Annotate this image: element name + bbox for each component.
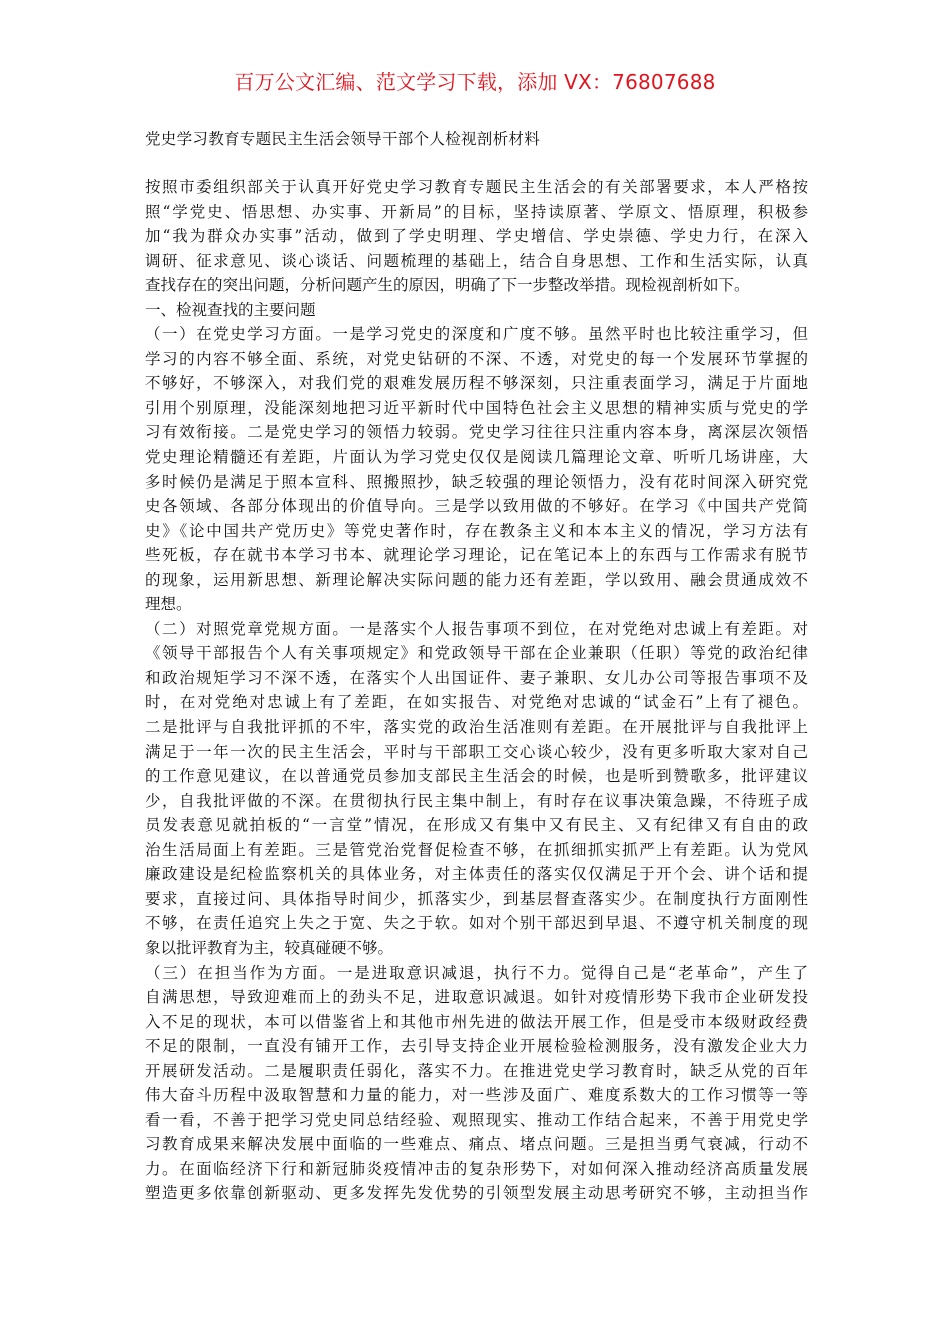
document-title: 党史学习教育专题民主生活会领导干部个人检视剖析材料 bbox=[145, 130, 541, 148]
text-line: 不够好，不够深入，对我们党的艰难发展历程不够深刻，只注重表面学习，满足于片面地 bbox=[145, 374, 808, 393]
text-line: 员发表意见就拍板的“一言堂”情况，在形成又有集中又有民主、又有纪律又有自由的政 bbox=[145, 816, 808, 835]
text-line: 象以批评教育为主，较真碰硬不够。 bbox=[145, 938, 394, 957]
paragraph-party-rules bbox=[145, 617, 808, 961]
text-line: 的现象，运用新思想、新理论解决实际问题的能力还有差距，学以致用、融会贯通成效不 bbox=[145, 570, 808, 589]
paragraph-party-history-study bbox=[145, 322, 808, 617]
text-line: 要求，直接过问、具体指导时间少，抓落实少，到基层督查落实少。在制度执行方面刚性 bbox=[145, 889, 808, 908]
document-body bbox=[145, 175, 808, 1206]
text-line: 塑造更多依靠创新驱动、更多发挥先发优势的引领型发展主动思考研究不够，主动担当作 bbox=[145, 1184, 808, 1203]
text-line: 看一看，不善于把学习党史同总结经验、观照现实、推动工作结合起来，不善于用党史学 bbox=[145, 1110, 808, 1129]
section-heading bbox=[145, 298, 808, 323]
text-line: 党史理论精髓还有差距，片面认为学习党史仅仅是阅读几篇理论文章、听听几场讲座，大 bbox=[145, 448, 808, 467]
text-line: 少，自我批评做的不深。在贯彻执行民主集中制上，有时存在议事决策急躁，不待班子成 bbox=[145, 791, 808, 810]
text-line: 习有效衔接。二是党史学习的领悟力较弱。党史学习往往只注重内容本身，离深层次领悟 bbox=[145, 423, 808, 442]
text-line: 力。在面临经济下行和新冠肺炎疫情冲击的复杂形势下，对如何深入推动经济高质量发展 bbox=[145, 1159, 808, 1178]
text-line: 不足的限制，一直没有铺开工作，去引导支持企业开展检验检测服务，没有激发企业大力 bbox=[145, 1037, 808, 1056]
intro-paragraph bbox=[145, 175, 808, 298]
text-line: 多时候仍是满足于照本宣科、照搬照抄，缺乏较强的理论领悟力，没有花时间深入研究党 bbox=[145, 472, 808, 491]
text-line: 习教育成果来解决发展中面临的一些难点、痛点、堵点问题。三是担当勇气衰减，行动不 bbox=[145, 1135, 808, 1154]
text-line: 引用个别原理，没能深刻地把习近平新时代中国特色社会主义思想的精神实质与党史的学 bbox=[145, 398, 808, 417]
text-line: 二是批评与自我批评抓的不牢，落实党的政治生活准则有差距。在开展批评与自我批评上 bbox=[145, 718, 808, 737]
text-line: 的工作意见建议，在以普通党员参加支部民主生活会的时候，也是听到赞歌多，批评建议 bbox=[145, 767, 808, 786]
text-line: 学习的内容不够全面、系统，对党史钻研的不深、不透，对党史的每一个发展环节掌握的 bbox=[145, 349, 808, 368]
text-line: （三）在担当作为方面。一是进取意识减退，执行不力。觉得自己是“老革命”，产生了 bbox=[145, 963, 808, 982]
text-line: 些死板，存在就书本学习书本、就理论学习理论，记在笔记本上的东西与工作需求有脱节 bbox=[145, 546, 808, 565]
text-line: 伟大奋斗历程中汲取智慧和力量的能力，对一些涉及面广、难度系数大的工作习惯等一等 bbox=[145, 1086, 808, 1105]
text-line: 廉政建设是纪检监察机关的具体业务，对主体责任的落实仅仅满足于开个会、讲个话和提 bbox=[145, 865, 808, 884]
text-line: 一、检视查找的主要问题 bbox=[145, 300, 316, 319]
text-line: （二）对照党章党规方面。一是落实个人报告事项不到位，在对党绝对忠诚上有差距。对 bbox=[145, 619, 808, 638]
text-line: 史》《论中国共产党历史》等党史著作时，存在教条主义和本本主义的情况，学习方法有 bbox=[145, 521, 808, 540]
text-line: 调研、征求意见、谈心谈话、问题梳理的基础上，结合自身思想、工作和生活实际，认真 bbox=[145, 251, 808, 270]
text-line: （一）在党史学习方面。一是学习党史的深度和广度不够。虽然平时也比较注重学习，但 bbox=[145, 325, 808, 344]
paragraph-responsibility bbox=[145, 961, 808, 1206]
text-line: 自满思想，导致迎难而上的劲头不足，进取意识减退。如针对疫情形势下我市企业研发投 bbox=[145, 988, 808, 1007]
text-line: 开展研发活动。二是履职责任弱化，落实不力。在推进党史学习教育时，缺乏从党的百年 bbox=[145, 1061, 808, 1080]
text-line: 入不足的现状，本可以借鉴省上和其他市州先进的做法开展工作，但是受市本级财政经费 bbox=[145, 1012, 808, 1031]
text-line: 查找存在的突出问题，分析问题产生的原因，明确了下一步整改举措。现检视剖析如下。 bbox=[145, 276, 750, 295]
text-line: 满足于一年一次的民主生活会，平时与干部职工交心谈心较少，没有更多听取大家对自己 bbox=[145, 742, 808, 761]
text-line: 治生活局面上有差距。三是管党治党督促检查不够，在抓细抓实抓严上有差距。认为党风 bbox=[145, 840, 808, 859]
text-line: 理想。 bbox=[145, 595, 192, 614]
text-line: 史各领域、各部分体现出的价值导向。三是学以致用做的不够好。在学习《中国共产党简 bbox=[145, 497, 808, 516]
text-line: 加“我为群众办实事”活动，做到了学史明理、学史增信、学史崇德、学史力行，在深入 bbox=[145, 227, 808, 246]
watermark-banner: 百万公文汇编、范文学习下载，添加 VX：76807688 bbox=[234, 70, 716, 94]
text-line: 按照市委组织部关于认真开好党史学习教育专题民主生活会的有关部署要求，本人严格按 bbox=[145, 178, 808, 196]
text-line: 照“学党史、悟思想、办实事、开新局”的目标，坚持读原著、学原文、悟原理，积极参 bbox=[145, 202, 808, 221]
text-line: 不够，在责任追究上失之于宽、失之于软。如对个别干部迟到早退、不遵守机关制度的现 bbox=[145, 914, 808, 933]
text-line: 时，在对党绝对忠诚上有了差距，在如实报告、对党绝对忠诚的“试金石”上有了褪色。 bbox=[145, 693, 808, 712]
text-line: 和政治规矩学习不深不透，在落实个人出国证件、妻子兼职、女儿办公司等报告事项不及 bbox=[145, 668, 808, 687]
text-line: 《领导干部报告个人有关事项规定》和党政领导干部在企业兼职（任职）等党的政治纪律 bbox=[145, 644, 808, 663]
